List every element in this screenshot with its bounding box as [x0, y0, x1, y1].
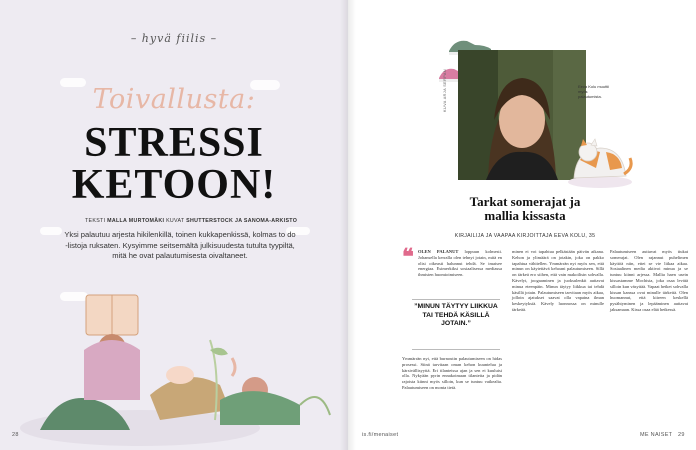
photo-credit: KUVA ARJA SERPAN — [443, 69, 447, 112]
footer-url: is.fi/menaiset — [362, 432, 399, 438]
right-article-subtitle: KIRJAILIJA JA VAAPAA KIRJOITTAJA EEVA KOLU, 35 — [454, 233, 596, 239]
footer-magazine-name: ME NAISET — [640, 432, 673, 438]
page-number-left: 28 — [12, 432, 19, 438]
right-article-title — [355, 195, 695, 223]
quote-mark-icon: ❝ — [402, 244, 414, 269]
pull-quote-rule — [412, 349, 500, 350]
lead-in: OLEN PALANUT — [418, 249, 459, 254]
relaxing-people-illustration — [0, 280, 348, 450]
cushion-shape — [166, 366, 194, 384]
byline-images: SHUTTERSTOCK JA SANOMA-ARKISTO — [186, 218, 298, 224]
article-deck: Toivallusta: — [92, 84, 256, 115]
leg-shape — [40, 398, 130, 430]
byline-text-label: TEKSTI — [85, 218, 108, 224]
article-ingress: Yksi palautuu arjesta hikilenkillä, toinen kukkapenkissä, kolmas to do -listoja ruksaten. Kysyimme seitsemältä julkisuudesta tutulta tyypiltä, mitä he ovat palautumisesta oivaltaneet. — [64, 230, 296, 260]
headline-line-2: KETOON! — [71, 162, 277, 208]
flower-icon — [232, 358, 235, 376]
byline-images-label: KUVAT — [164, 218, 187, 224]
body-text: loppuun kolmesti. Johansella kerralla olen tehnyt jotain, mitä en olisi oikeasti halunnut tehdä. Se imaisee energiaa. Esimerkiksi sosiaalisessa mediassa ihmisten huomioimiseen. — [418, 249, 503, 278]
byline-author: MALLA MURTOMÄKI — [107, 218, 165, 224]
photo-caption: Eeva Kolu muuttii myös palautumista. — [578, 84, 610, 99]
lying-person-shape — [220, 391, 300, 425]
title-line-2: mallia kissasta — [484, 208, 566, 223]
byline — [85, 218, 348, 224]
headline-line-1: STRESSI — [84, 120, 264, 166]
body-column-1 — [418, 249, 502, 278]
page-number-right: 29 — [678, 432, 685, 438]
article-headline — [0, 122, 348, 206]
torso-shape — [84, 340, 140, 400]
body-column-1-continued: Ymmärrän nyt, että burnoutin palautumiseen on hidas prosessi. Siinä tarvitaan oman kehon kuuntelua ja kärsivällisyyttä. Eri tilanteissa ajan ja sen ei kuuluisi olla. Nykyään pyrin ennakoimaan tilanteita ja pidän rajoista kiinni myös silloin, kun se tuntuu vaikealta. Palautumiseen on monta tietä. — [402, 356, 502, 390]
pull-quote: ”MINUN TÄYTYY LIIKKUA TAI TEHDÄ KÄSILLÄ JOTAIN.” — [414, 303, 498, 328]
title-line-1: Tarkat somerajat ja — [469, 194, 581, 209]
cloud-decoration — [40, 227, 62, 235]
section-kicker: – hyvä fiilis – — [130, 32, 218, 45]
body-column-3: Palautumiseen auttavat myös tiukat somerajat. Olen rajannut puhelimen käyttöä niin, ettei se vie liikaa aikaa. Sosiaalinen media aktivoi minua ja se tuntuu kiinni arjessa. Mallia haen usein kissastamme Mochista, joka osaa levätä silloin kun väsyttää. Vapaat hetket sohvalla kissan kanssa ovat minulle tärkeitä. Olen huomannut, että kiireen keskellä pysähtyminen ja lepääminen auttavat jaksamaan. Kissa osaa elää hetkessä. — [610, 249, 688, 312]
pull-quote-rule — [412, 299, 500, 300]
body-column-2: minen ei voi tapahtua pelkästään päivän aikana. Kehon ja ylimäärä on jotakin, joka on pakko tapahtua vähitellen. Ymmärrän nyt myös sen, että minun on käytettävä kehoani palautumiseen. Sillä on tärkeä ero siihen, että vain makoilisin sohvalla. Kävelyt, joogaaminen ja juoksulenkit auttavat minua eteenpäin. Minun täytyy liikkua tai tehdä käsillä jotain. Palautumiseen tarvitaan myös aikaa, jolloin ajatukset saavat olla vapaina ilman keskeytyksiä. Kävely luonnossa on minulle tärkeää. — [512, 249, 604, 312]
cat-illustration — [566, 130, 634, 190]
